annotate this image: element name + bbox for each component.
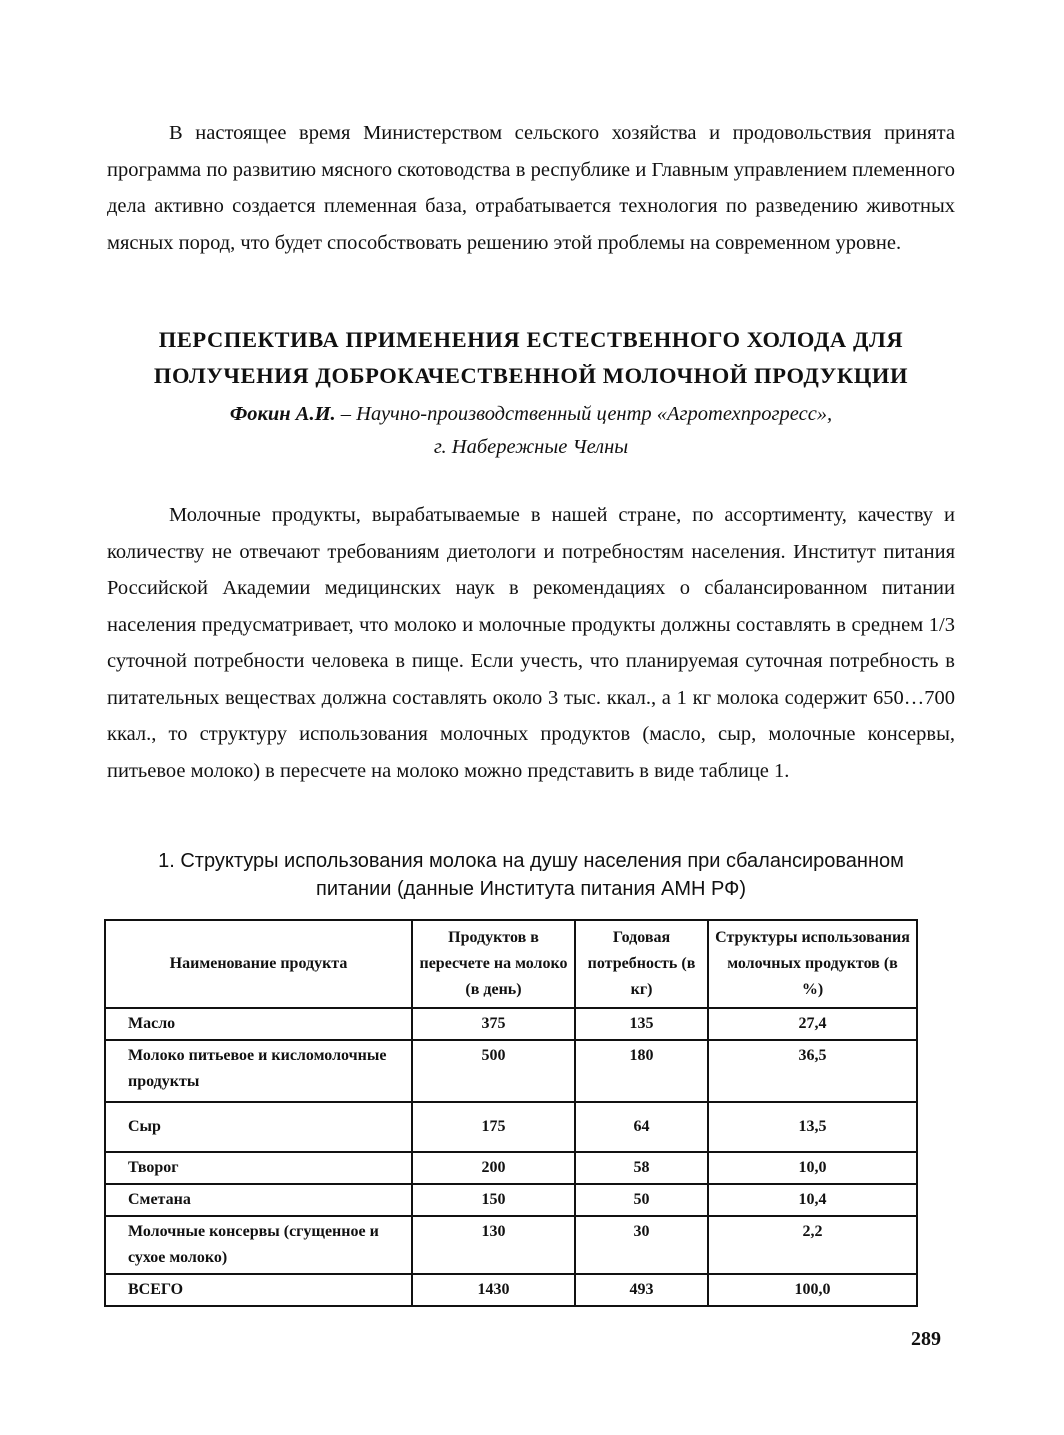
row-share-value: 100,0 xyxy=(708,1274,917,1306)
row-annual-value: 64 xyxy=(575,1102,708,1152)
author-affiliation: – Научно-производственный центр «Агротехпрогресс», xyxy=(335,403,833,425)
article-title xyxy=(107,322,955,394)
table-caption xyxy=(107,847,955,903)
header-usage-share: Структуры использования молочных продуктов (в %) xyxy=(708,920,917,1008)
intro-paragraph-text: В настоящее время Министерством сельского хозяйства и продовольствия принята программа по развитию мясного скотоводства в республике и Главным управлением племенного дела активно создается племенная база, отрабатывается технология по разведению животных мясных пород, что будет способствовать решению этой проблемы на современном уровне. xyxy=(107,122,955,254)
row-daily-value: 500 xyxy=(412,1040,575,1102)
milk-usage-table xyxy=(104,919,918,1307)
author-name: Фокин А.И. xyxy=(229,403,336,425)
row-annual-value: 58 xyxy=(575,1152,708,1184)
row-annual-value: 30 xyxy=(575,1216,708,1274)
author-line xyxy=(107,398,955,431)
row-product-name: Творог xyxy=(105,1152,412,1184)
row-daily-value: 1430 xyxy=(412,1274,575,1306)
table-caption-line-1: 1. Структуры использования молока на душу населения при сбалансированном xyxy=(158,850,904,872)
row-share-value: 10,0 xyxy=(708,1152,917,1184)
table-header-row xyxy=(105,920,917,1008)
article-paragraph-text: Молочные продукты, вырабатываемые в нашей стране, по ассортименту, качеству и количеству не отвечают требованиям диетологи и потребностям населения. Институт питания Российской Академии медицинских наук в рекомендациях о сбалансированном питании населения предусматривает, что молоко и молочные продукты должны составлять в среднем 1/3 суточной потребности человека в пище. Если учесть, что планируемая суточная потребность в питательных веществах должна составлять около 3 тыс. ккал., а 1 кг молока содержит 650…700 ккал., то структуру использования молочных продуктов (масло, сыр, молочные консервы, питьевое молоко) в пересчете на молоко можно представить в виде таблице 1. xyxy=(107,504,955,782)
row-share-value: 2,2 xyxy=(708,1216,917,1274)
page-number: 289 xyxy=(911,1328,941,1350)
intro-paragraph xyxy=(107,115,955,261)
table-row xyxy=(105,1152,917,1184)
header-product-name: Наименование продукта xyxy=(105,920,412,1008)
row-daily-value: 175 xyxy=(412,1102,575,1152)
table-row xyxy=(105,1008,917,1040)
article-title-line-2: ПОЛУЧЕНИЯ ДОБРОКАЧЕСТВЕННОЙ МОЛОЧНОЙ ПРОДУКЦИИ xyxy=(153,363,909,388)
row-product-name: ВСЕГО xyxy=(105,1274,412,1306)
table-caption-line-2: питании (данные Института питания АМН РФ) xyxy=(316,878,746,900)
row-daily-value: 130 xyxy=(412,1216,575,1274)
row-annual-value: 135 xyxy=(575,1008,708,1040)
row-share-value: 36,5 xyxy=(708,1040,917,1102)
row-share-value: 27,4 xyxy=(708,1008,917,1040)
table-row xyxy=(105,1102,917,1152)
table-row xyxy=(105,1184,917,1216)
row-daily-value: 375 xyxy=(412,1008,575,1040)
row-annual-value: 180 xyxy=(575,1040,708,1102)
article-authors xyxy=(107,398,955,464)
row-product-name: Сметана xyxy=(105,1184,412,1216)
row-product-name: Молоко питьевое и кисломолочные продукты xyxy=(105,1040,412,1102)
row-share-value: 13,5 xyxy=(708,1102,917,1152)
row-share-value: 10,4 xyxy=(708,1184,917,1216)
header-daily-milk-equivalent: Продуктов в пересчете на молоко (в день) xyxy=(412,920,575,1008)
row-product-name: Молочные консервы (сгущенное и сухое молоко) xyxy=(105,1216,412,1274)
article-paragraph xyxy=(107,497,955,789)
header-annual-need: Годовая потребность (в кг) xyxy=(575,920,708,1008)
article-title-line-1: ПЕРСПЕКТИВА ПРИМЕНЕНИЯ ЕСТЕСТВЕННОГО ХОЛОДА ДЛЯ xyxy=(158,327,904,352)
table-row-total xyxy=(105,1274,917,1306)
row-product-name: Сыр xyxy=(105,1102,412,1152)
row-product-name: Масло xyxy=(105,1008,412,1040)
row-annual-value: 493 xyxy=(575,1274,708,1306)
row-daily-value: 150 xyxy=(412,1184,575,1216)
row-annual-value: 50 xyxy=(575,1184,708,1216)
row-daily-value: 200 xyxy=(412,1152,575,1184)
table-row xyxy=(105,1040,917,1102)
author-city: г. Набережные Челны xyxy=(433,436,629,458)
table-row xyxy=(105,1216,917,1274)
